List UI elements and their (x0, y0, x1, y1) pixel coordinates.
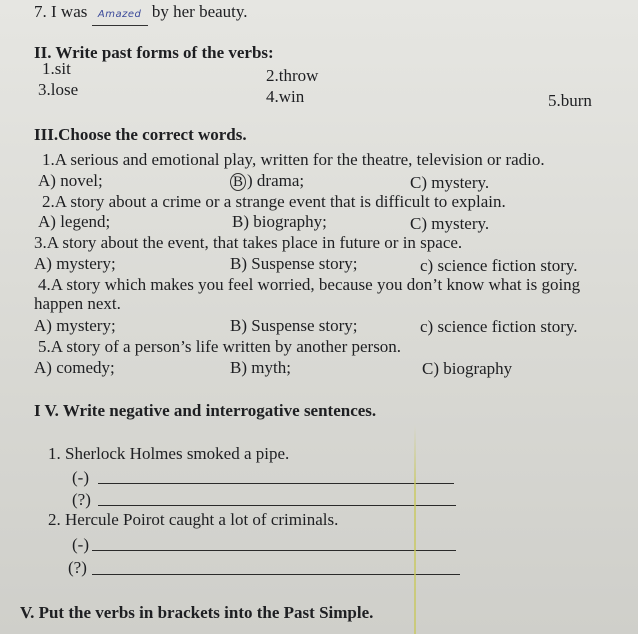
question-marker: (?) (68, 558, 87, 577)
section-2-title: II. Write past forms of the verbs: (34, 43, 274, 62)
verb-item: 2.throw (266, 66, 319, 85)
option-a[interactable]: A) comedy; (34, 358, 115, 377)
option-a[interactable]: A) novel; (38, 171, 103, 190)
negative-answer-line[interactable] (98, 483, 454, 484)
paper-fold-line (414, 425, 416, 634)
choice-question-text: 2.A story about a crime or a strange event that is difficult to explain. (42, 192, 506, 211)
choice-question-text: 3.A story about the event, that takes place in future or in space. (34, 233, 463, 252)
verb-item: 3.lose (38, 80, 79, 99)
option-b-text: ) drama; (247, 171, 305, 190)
sentence-item: 1. Sherlock Holmes smoked a pipe. (48, 444, 290, 463)
choice-question-text: 4.A story which makes you feel worried, because you don’t know what is going (38, 275, 581, 294)
q7-handwritten-answer: Amazed (97, 9, 142, 20)
section-5-title: V. Put the verbs in brackets into the Past Simple. (20, 603, 374, 622)
verb-item: 5.burn (548, 91, 592, 110)
q7-answer-blank[interactable] (92, 2, 148, 26)
option-c[interactable]: C) mystery. (410, 214, 490, 233)
option-b[interactable]: B) Suspense story; (230, 316, 358, 335)
option-a[interactable]: A) mystery; (34, 254, 116, 273)
verb-item: 4.win (266, 87, 305, 106)
negative-answer-line[interactable] (92, 550, 456, 551)
section-3-title: III.Choose the correct words. (34, 125, 247, 144)
question-answer-line[interactable] (92, 574, 460, 575)
option-c[interactable]: C) mystery. (410, 173, 490, 192)
negative-marker: (-) (72, 535, 89, 554)
option-c[interactable]: c) science fiction story. (420, 256, 578, 275)
option-b[interactable]: B) Suspense story; (230, 254, 358, 273)
q7-suffix: by her beauty. (151, 2, 248, 21)
sentence-item: 2. Hercule Poirot caught a lot of criminals. (48, 510, 339, 529)
question-marker: (?) (72, 490, 91, 509)
question-7 (34, 2, 248, 26)
option-a[interactable]: A) mystery; (34, 316, 116, 335)
negative-marker: (-) (72, 468, 89, 487)
question-answer-line[interactable] (98, 505, 456, 506)
choice-question-text: 5.A story of a person’s life written by another person. (38, 337, 402, 356)
option-b-selected[interactable] (230, 171, 304, 191)
choice-question-text: 1.A serious and emotional play, written for the theatre, television or radio. (42, 150, 545, 169)
section-4-title: I V. Write negative and interrogative sentences. (34, 401, 377, 420)
option-a[interactable]: A) legend; (38, 212, 111, 231)
q7-prefix: 7. I was (34, 2, 88, 21)
option-c[interactable]: C) biography (422, 359, 513, 378)
verb-item: 1.sit (42, 59, 71, 78)
selected-answer-circle: B (230, 173, 246, 191)
choice-question-text-cont: happen next. (34, 294, 121, 313)
option-b[interactable]: B) biography; (232, 212, 327, 231)
option-b[interactable]: B) myth; (230, 358, 291, 377)
option-c[interactable]: c) science fiction story. (420, 317, 578, 336)
